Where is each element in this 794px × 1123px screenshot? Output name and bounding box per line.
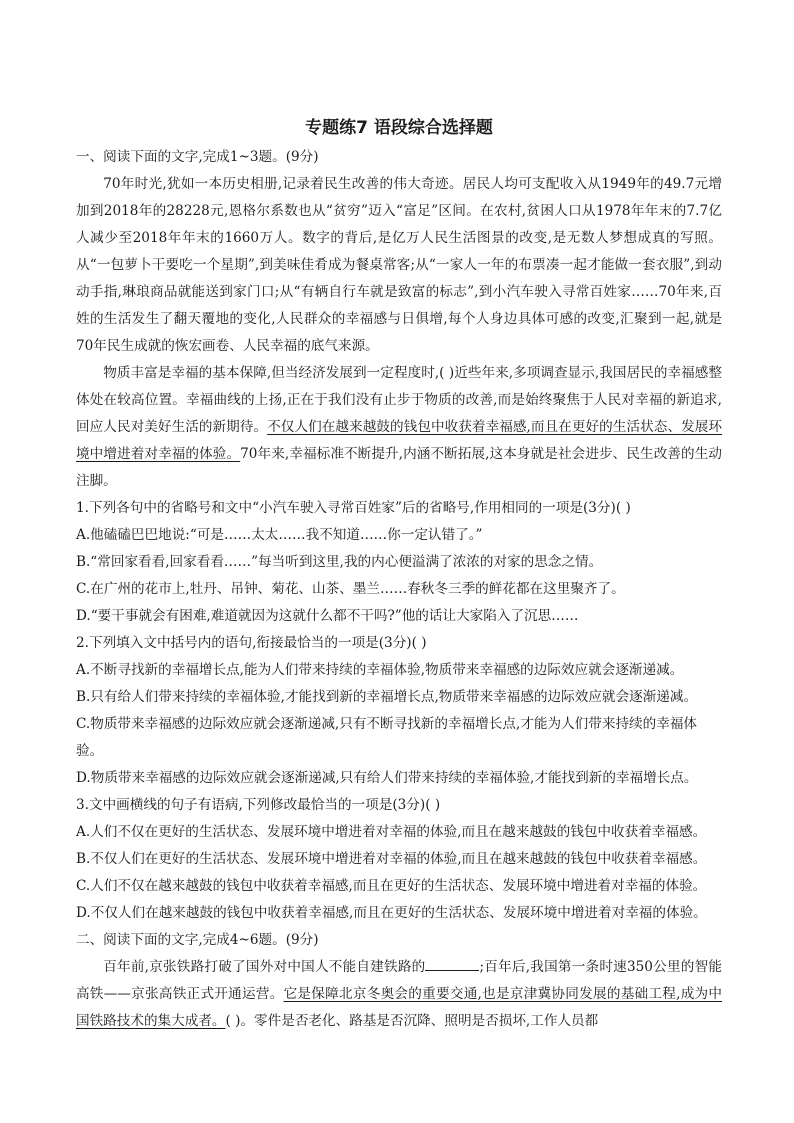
- paragraph-text: 百年前,京张铁路打破了国外对中国人不能自建铁路的: [103, 959, 426, 975]
- question-3-option-b: B.不仅人们在更好的生活状态、发展环境中增进着对幸福的体验,而且在越来越鼓的钱包中收获着幸福感。: [76, 851, 707, 867]
- section2-heading: 二、阅读下面的文字,完成4~6题。(9分): [76, 932, 319, 948]
- underlined-sentence: 它是保障北京冬奥会的重要交通,也是京津冀协同发展的基础工程,成为中国铁路技术的集大成者。: [76, 986, 723, 1029]
- question-1-option-a: A.他磕磕巴巴地说:“可是……太太……我不知道……你一定认错了。”: [76, 527, 483, 543]
- question-2-option-b: B.只有给人们带来持续的幸福体验,才能找到新的幸福增长点,物质带来幸福感的边际效应就会逐渐递减。: [76, 689, 698, 705]
- section1-heading: 一、阅读下面的文字,完成1~3题。(9分): [76, 149, 319, 165]
- question-3-option-a: A.人们不仅在更好的生活状态、发展环境中增进着对幸福的体验,而且在越来越鼓的钱包中收获着幸福感。: [76, 824, 707, 840]
- paragraph-text: ( )。零件是否老化、路基是否沉降、照明是否损坏,工作人员都: [225, 1013, 599, 1029]
- question-3-stem: 3.文中画横线的句子有语病,下列修改最恰当的一项是(3分)( ): [76, 797, 441, 813]
- paragraph-text: ;百年后,我国第一条时速350公里的智能高铁——京张高铁正式开通运营。: [76, 959, 722, 1002]
- page-title: 专题练7 语段综合选择题: [305, 118, 493, 138]
- question-3-option-c: C.人们不仅在越来越鼓的钱包中收获着幸福感,而且在更好的生活状态、发展环境中增进着对幸福的体验。: [76, 878, 707, 894]
- question-1-stem: 1.下列各句中的省略号和文中“小汽车驶入寻常百姓家”后的省略号,作用相同的一项是(3分)( ): [76, 500, 631, 516]
- question-2-stem: 2.下列填入文中括号内的语句,衔接最恰当的一项是(3分)( ): [76, 635, 427, 651]
- question-2-option-a: A.不断寻找新的幸福增长点,能为人们带来持续的幸福体验,物质带来幸福感的边际效应就会逐渐递减。: [76, 662, 684, 678]
- question-1-option-b: B.“常回家看看,回家看看……”每当听到这里,我的内心便溢满了浓浓的对家的思念之情。: [76, 554, 603, 570]
- question-3-option-d: D.不仅人们在越来越鼓的钱包中收获着幸福感,而且在更好的生活状态、发展环境中增进着对幸福的体验。: [76, 905, 707, 921]
- question-2-option-c: C.物质带来幸福感的边际效应就会逐渐递减,只有不断寻找新的幸福增长点,才能为人们带来持续的幸福体验。: [76, 716, 698, 759]
- section2-paragraph-1: [76, 954, 722, 1035]
- question-2-option-d: D.物质带来幸福感的边际效应就会逐渐递减,只有给人们带来持续的幸福体验,才能找到新的幸福增长点。: [76, 770, 698, 786]
- paragraph-text: 70年来,幸福标准不断提升,内涵不断拓展,这本身就是社会进步、民生改善的生动注脚。: [76, 446, 723, 489]
- question-1-option-c: C.在广州的花市上,牡丹、吊钟、菊花、山茶、墨兰……春秋冬三季的鲜花都在这里聚齐了。: [76, 581, 625, 597]
- section1-paragraph-2: [76, 360, 722, 495]
- paragraph-text: 物质丰富是幸福的基本保障,但当经济发展到一定程度时,( )近些年来,多项调查显示,我国居民的幸福感整体处在较高位置。幸福曲线的上扬,正在于我们没有止步于物质的改善,而是始终聚焦于人民对幸福的新追求,回应人民对美好生活的新期待。: [76, 365, 722, 435]
- section1-paragraph-1: 70年时光,犹如一本历史相册,记录着民生改善的伟大奇迹。居民人均可支配收入从1949年的49.7元增加到2018年的28228元,恩格尔系数也从“贫穷”迈入“富足”区间。在农村,贫困人口从1978年年末的7.7亿人减少至2018年年末的1660万人。数字的背后,是亿万人民生活图景的改变,是无数人梦想成真的写照。从“一包萝卜干要吃一个星期”,到美味佳肴成为餐桌常客;从“一家人一年的布票凑一起才能做一套衣服”,到动动手指,琳琅商品就能送到家门口;从“有辆自行车就是致富的标志”,到小汽车驶入寻常百姓家……70年来,百姓的生活发生了翻天覆地的变化,人民群众的幸福感与日俱增,每个人身边具体可感的改变,汇聚到一起,就是70年民生成就的恢宏画卷、人民幸福的底气来源。: [76, 176, 722, 354]
- document-page: [76, 110, 722, 1035]
- fill-in-blank: [425, 956, 479, 971]
- underlined-sentence: 不仅人们在越来越鼓的钱包中收获着幸福感,而且在更好的生活状态、发展环境中增进着对幸福的体验。: [76, 419, 722, 462]
- question-1-option-d: D.“要干事就会有困难,难道就因为这就什么都不干吗?”他的话让大家陷入了沉思……: [76, 608, 579, 624]
